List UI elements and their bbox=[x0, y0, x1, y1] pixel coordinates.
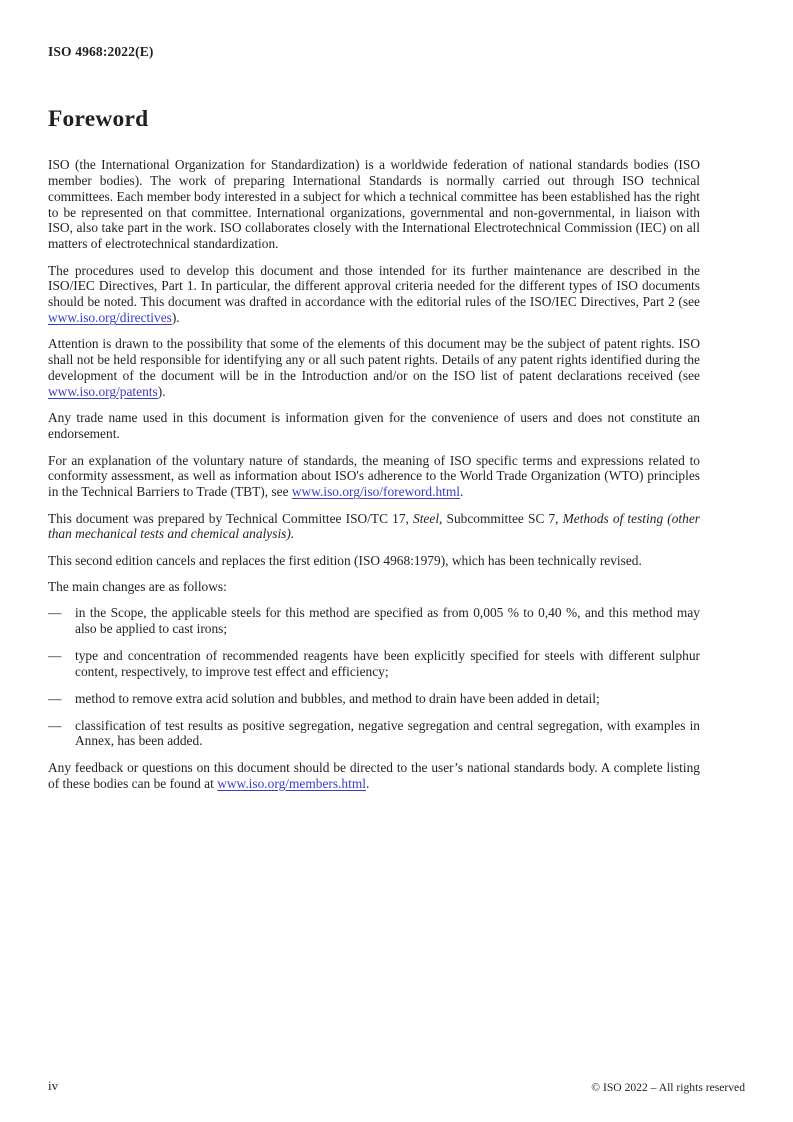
list-item-text: in the Scope, the applicable steels for this method are specified as from 0,005 % to 0,40 %, and this method may also be applied to cast irons; bbox=[75, 605, 700, 637]
paragraph-text-before-link: Attention is drawn to the possibility that some of the elements of this document may be the subject of patent rights. ISO shall not be held responsible for identifying any or all such patent rights. Details of any patent rights identified during the development of the document will be in the Introduction and/or on the ISO list of patent declarations received (see bbox=[48, 336, 700, 384]
list-item-text: classification of test results as positive segregation, negative segregation and central segregation, with examples in Annex, has been added. bbox=[75, 717, 700, 749]
paragraph-text-before-link: Any feedback or questions on this document should be directed to the user’s national standards body. A complete listing of these bodies can be found at bbox=[48, 759, 700, 791]
link-iso-directives[interactable]: www.iso.org/directives bbox=[48, 310, 172, 326]
main-changes-list bbox=[48, 605, 700, 749]
paragraph-voluntary-nature bbox=[48, 453, 700, 501]
page-number: iv bbox=[48, 1078, 59, 1093]
paragraph-procedures bbox=[48, 263, 700, 326]
link-iso-foreword[interactable]: www.iso.org/iso/foreword.html bbox=[291, 484, 460, 500]
link-iso-patents[interactable]: www.iso.org/patents bbox=[48, 383, 158, 399]
paragraph-text-after-link: . bbox=[365, 775, 370, 791]
foreword-body bbox=[48, 157, 700, 792]
em-dash-bullet-icon: — bbox=[48, 690, 62, 706]
list-item-text: type and concentration of recommended reagents have been explicitly specified for steels with different sulphur content, respectively, to improve test effect and efficiency; bbox=[75, 648, 700, 679]
paragraph-text-before-link: The procedures used to develop this document and those intended for its further maintenance are described in the ISO/IEC Directives, Part 1. In particular, the different approval criteria needed for the different types of ISO documents should be noted. This document was drafted in accordance with the editorial rules of the ISO/IEC Directives, Part 2 (see bbox=[48, 262, 700, 310]
em-dash-bullet-icon: — bbox=[48, 717, 62, 733]
em-dash-bullet-icon: — bbox=[48, 605, 62, 621]
paragraph-text-after-link: . bbox=[460, 484, 464, 500]
running-head: ISO 4968:2022(E) bbox=[48, 44, 154, 59]
paragraph-text: ISO (the International Organization for Standardization) is a worldwide federation of national standards bodies (ISO member bodies). The work of preparing International Standards is normally carried out through ISO technical committees. Each member body interested in a subject for which a technical committee has been established has the right to be represented on that committee. International organizations, governmental and non-governmental, in liaison with ISO, also take part in the work. ISO collaborates closely with the International Electrotechnical Commission (IEC) on all matters of electrotechnical standardization. bbox=[48, 157, 700, 252]
subcommittee-title-methods: Methods of testing (other than mechanical tests and chemical analysis). bbox=[48, 510, 700, 542]
list-item bbox=[48, 605, 700, 637]
copyright-notice: © ISO 2022 – All rights reserved bbox=[591, 1081, 745, 1094]
paragraph-patent-rights bbox=[48, 336, 700, 399]
paragraph-text-after-link: ). bbox=[157, 383, 166, 399]
list-item-text: method to remove extra acid solution and bubbles, and method to drain have been added in detail; bbox=[75, 690, 600, 706]
committee-title-steel: Steel bbox=[413, 510, 440, 526]
paragraph-scope-of-iso bbox=[48, 157, 700, 252]
list-item bbox=[48, 648, 700, 680]
paragraph-text-after-link: ). bbox=[171, 310, 180, 326]
paragraph-text-before-link: For an explanation of the voluntary nature of standards, the meaning of ISO specific terms and expressions related to conformity assessment, as well as information about ISO's adherence to the World Trade Organization (WTO) principles in the Technical Barriers to Trade (TBT), see bbox=[48, 452, 700, 500]
page-footer bbox=[48, 1078, 745, 1094]
paragraph-second-edition bbox=[48, 553, 700, 569]
paragraph-feedback bbox=[48, 760, 700, 792]
link-iso-members[interactable]: www.iso.org/members.html bbox=[217, 775, 366, 791]
list-item bbox=[48, 718, 700, 750]
paragraph-trade-name bbox=[48, 410, 700, 442]
page-title: Foreword bbox=[48, 106, 149, 132]
paragraph-main-changes-lead-in bbox=[48, 579, 700, 595]
committee-text-part-2: , Subcommittee SC 7, bbox=[439, 510, 563, 526]
committee-text-part-1: This document was prepared by Technical Committee ISO/TC 17, bbox=[48, 510, 414, 526]
paragraph-text: The main changes are as follows: bbox=[48, 579, 227, 595]
paragraph-text: Any trade name used in this document is information given for the convenience of users and does not constitute an endorsement. bbox=[48, 410, 700, 442]
list-item bbox=[48, 691, 700, 707]
paragraph-text: This second edition cancels and replaces the first edition (ISO 4968:1979), which has been technically revised. bbox=[48, 552, 642, 568]
em-dash-bullet-icon: — bbox=[48, 648, 62, 664]
paragraph-technical-committee bbox=[48, 511, 700, 543]
